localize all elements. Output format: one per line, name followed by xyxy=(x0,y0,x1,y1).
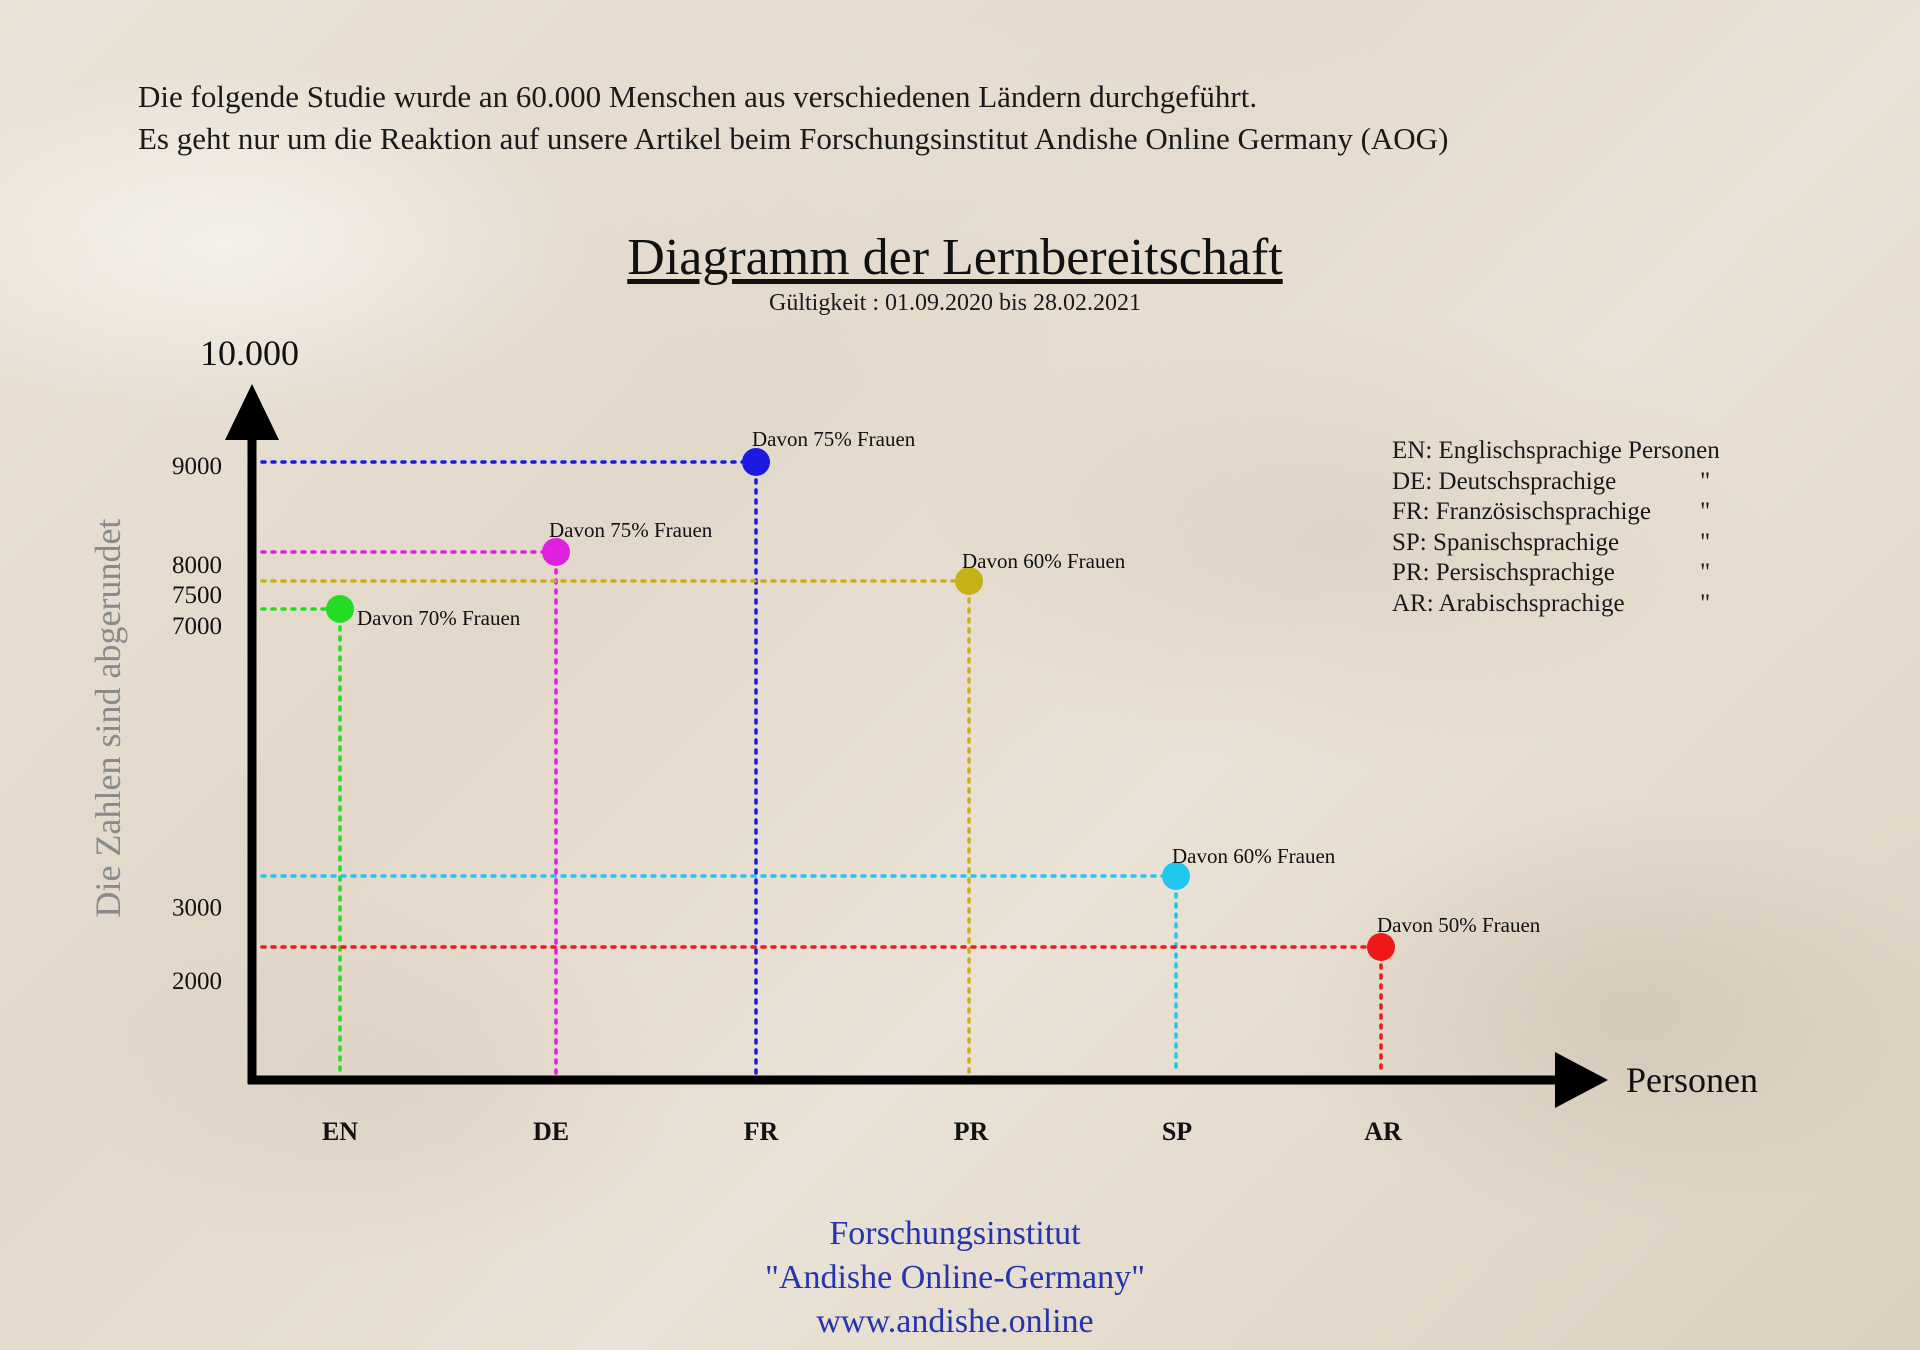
legend-item xyxy=(1392,558,1720,589)
y-tick-label: 3000 xyxy=(172,894,222,922)
y-axis-arrow xyxy=(225,384,279,440)
y-tick-label: 8000 xyxy=(172,552,222,579)
x-axis-label: Personen xyxy=(1626,1060,1758,1100)
guide-lines xyxy=(262,462,1381,1074)
x-category-label: FR xyxy=(743,1117,779,1146)
legend-ditto-mark: " xyxy=(1700,498,1711,525)
point-annotation: Davon 75% Frauen xyxy=(752,427,916,451)
legend-ditto-mark: " xyxy=(1700,559,1711,586)
y-tick-label: 7000 xyxy=(172,613,222,640)
intro-line-2: Es geht nur um die Reaktion auf unsere Artikel beim Forschungsinstitut Andishe Online Germany (AOG) xyxy=(138,121,1449,156)
data-point xyxy=(542,538,570,566)
data-point xyxy=(742,448,770,476)
legend-item xyxy=(1392,589,1720,620)
data-point xyxy=(1367,933,1395,961)
y-tick-label: 7500 xyxy=(172,582,222,609)
x-category-label: AR xyxy=(1364,1117,1402,1146)
footer-institute: Forschungsinstitut xyxy=(829,1215,1081,1252)
legend xyxy=(1392,436,1720,619)
x-category-label: SP xyxy=(1161,1117,1193,1146)
legend-item-label: DE: Deutschsprachige xyxy=(1392,467,1617,495)
point-annotation: Davon 70% Frauen xyxy=(357,606,521,630)
intro-line-1: Die folgende Studie wurde an 60.000 Menschen aus verschiedenen Ländern durchgeführt. xyxy=(138,79,1258,114)
data-point xyxy=(326,595,354,623)
data-points xyxy=(326,448,1395,961)
footer-website-link[interactable]: www.andishe.online xyxy=(816,1303,1094,1340)
point-annotation: Davon 60% Frauen xyxy=(962,549,1126,573)
point-annotations xyxy=(357,427,1541,937)
legend-item-label: SP: Spanischsprachige xyxy=(1392,528,1620,556)
point-annotation: Davon 75% Frauen xyxy=(549,518,713,542)
chart-title: Diagramm der Lernbereitschaft xyxy=(627,229,1283,286)
point-annotation: Davon 50% Frauen xyxy=(1377,913,1541,937)
x-category-labels xyxy=(322,1117,1402,1146)
legend-item xyxy=(1392,436,1720,467)
y-tick-label: 9000 xyxy=(172,453,222,480)
footer xyxy=(0,1212,1910,1344)
chart-subtitle: Gültigkeit : 01.09.2020 bis 28.02.2021 xyxy=(769,290,1141,316)
y-tick-label: 2000 xyxy=(172,967,222,995)
legend-ditto-mark: " xyxy=(1700,467,1711,495)
point-annotation: Davon 60% Frauen xyxy=(1172,844,1336,868)
legend-item-label: AR: Arabischsprachige xyxy=(1392,589,1625,617)
legend-ditto-mark: " xyxy=(1700,589,1711,617)
y-tick-labels xyxy=(172,453,222,995)
legend-item xyxy=(1392,528,1720,559)
legend-item-label: FR: Französischsprachige xyxy=(1392,498,1651,525)
legend-item xyxy=(1392,467,1720,498)
x-category-label: DE xyxy=(532,1117,570,1146)
legend-item-label: PR: Persischsprachige xyxy=(1392,559,1615,586)
legend-ditto-mark: " xyxy=(1700,528,1711,556)
x-axis-arrow xyxy=(1555,1052,1608,1108)
x-category-label: EN xyxy=(321,1117,359,1146)
y-axis-max-label: 10.000 xyxy=(200,333,299,373)
legend-item xyxy=(1392,497,1720,528)
footer-name: "Andishe Online-Germany" xyxy=(765,1259,1145,1296)
legend-item-label: EN: Englischsprachige Personen xyxy=(1392,437,1720,464)
x-category-label: PR xyxy=(953,1117,989,1146)
y-axis-label: Die Zahlen sind abgerundet xyxy=(88,518,128,918)
